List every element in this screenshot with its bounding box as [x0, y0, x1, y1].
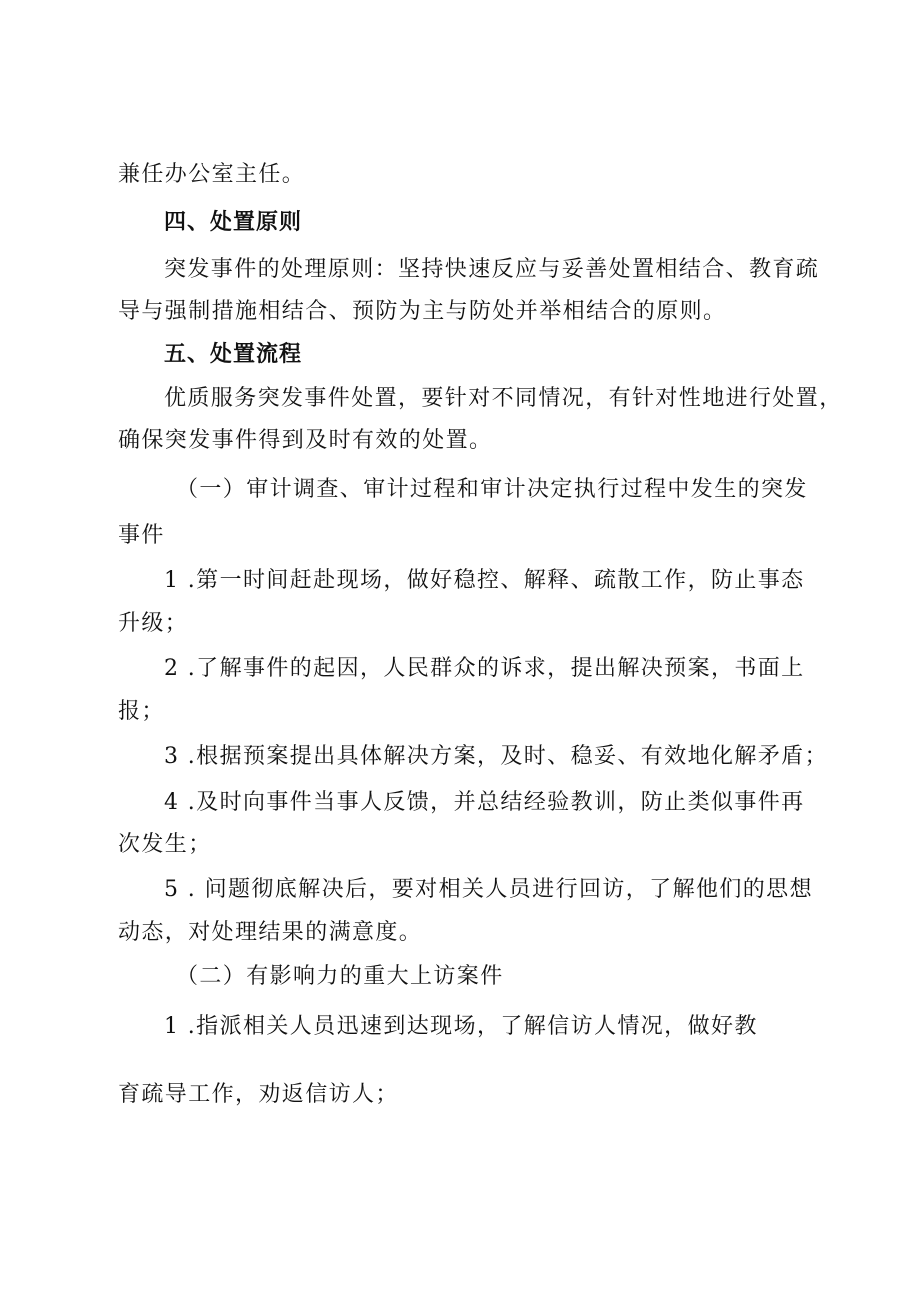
paragraph-line: 兼任办公室主任。 [118, 162, 306, 187]
paragraph-line: 报； [118, 699, 165, 724]
list-item: 1 .指派相关人员迅速到达现场，了解信访人情况，做好教 [164, 1014, 758, 1039]
paragraph-line: 确保突发事件得到及时有效的处置。 [118, 428, 493, 453]
list-item: 4 .及时向事件当事人反馈，并总结经验教训，防止类似事件再 [164, 790, 805, 815]
paragraph-line: 优质服务突发事件处置，要针对不同情况，有针对性地进行处置， [164, 386, 843, 411]
paragraph-line: 次发生； [118, 832, 212, 857]
subsection-heading: （二）有影响力的重大上访案件 [176, 964, 504, 989]
paragraph-line: 突发事件的处理原则：坚持快速反应与妥善处置相结合、教育疏 [164, 257, 820, 282]
list-item: 1 .第一时间赶赴现场，做好稳控、解释、疏散工作，防止事态 [164, 568, 805, 593]
paragraph-line: 导与强制措施相结合、预防为主与防处并举相结合的原则。 [118, 299, 727, 324]
section-heading: 四、处置原则 [164, 210, 303, 235]
section-heading: 五、处置流程 [164, 342, 303, 367]
subsection-heading: （一）审计调查、审计过程和审计决定执行过程中发生的突发 [176, 477, 808, 502]
paragraph-line: 动态，对处理结果的满意度。 [118, 920, 423, 945]
list-item: 3 .根据预案提出具体解决方案，及时、稳妥、有效地化解矛盾； [164, 744, 828, 769]
paragraph-line: 事件 [118, 523, 165, 548]
list-item: 2 .了解事件的起因，人民群众的诉求，提出解决预案，书面上 [164, 656, 805, 681]
list-item: 5 . 问题彻底解决后，要对相关人员进行回访，了解他们的思想 [164, 877, 813, 902]
paragraph-line: 升级； [118, 611, 189, 636]
paragraph-line: 育疏导工作，劝返信访人； [118, 1082, 399, 1107]
